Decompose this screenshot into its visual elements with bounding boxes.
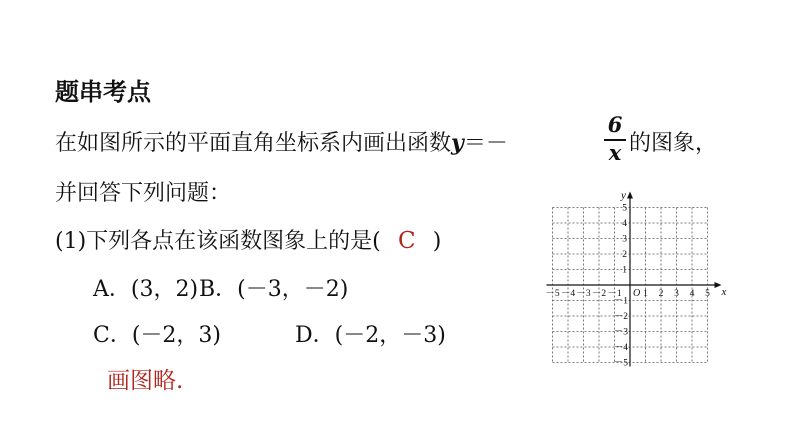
question-1-stem (55, 224, 441, 255)
x-tick-label: －4 (560, 289, 576, 299)
y-tick-label: －5 (613, 358, 628, 369)
x-tick-label: －3 (576, 289, 591, 299)
x-tick-label: 4 (689, 289, 695, 299)
y-tick-label: －2 (613, 312, 628, 322)
x-tick-label: 1 (643, 289, 648, 299)
question-1-suffix: ) (432, 229, 442, 254)
option-a: A．(3，2) (93, 277, 199, 302)
function-y: y (451, 130, 464, 156)
problem-line-2: 并回答下列问题： (55, 181, 232, 206)
origin-label: O (633, 288, 641, 299)
function-equals: ＝－ (463, 131, 508, 156)
y-tick-label: 1 (622, 265, 627, 276)
y-tick-label: 3 (622, 234, 627, 245)
problem-suffix: 的图象， (629, 131, 718, 156)
x-tick-label: 5 (705, 289, 710, 299)
option-b: B．(－3，－2) (199, 277, 349, 302)
x-tick-label: －2 (591, 289, 607, 299)
fraction-denominator: x (608, 140, 622, 165)
y-tick-label: －1 (613, 296, 628, 307)
question-1-prefix: (1)下列各点在该函数图象上的是( (55, 229, 381, 254)
option-d: D．(－2，－3) (295, 323, 446, 348)
x-tick-label: 3 (674, 289, 679, 299)
y-tick-label: 2 (622, 250, 627, 260)
coordinate-grid-svg (545, 180, 738, 370)
section-heading: 题串考点 (55, 77, 151, 106)
problem-line-1 (55, 126, 508, 157)
y-tick-label: 5 (622, 203, 627, 214)
answer-choice: C (397, 228, 416, 254)
y-axis-label: y (621, 189, 626, 202)
x-axis-label: x (721, 286, 727, 298)
coordinate-grid (545, 180, 738, 370)
y-tick-label: －3 (613, 327, 628, 338)
y-tick-label: －4 (613, 343, 628, 353)
x-tick-label: －1 (607, 289, 622, 299)
option-c: C．(－2，3) (93, 323, 221, 348)
x-tick-label: 2 (658, 289, 664, 299)
answer-note: 画图略. (107, 368, 184, 394)
y-axis-arrow (627, 192, 633, 199)
problem-prefix: 在如图所示的平面直角坐标系内画出函数 (55, 131, 452, 156)
y-tick-label: 4 (622, 219, 627, 229)
x-tick-label: －5 (545, 289, 560, 299)
x-axis-arrow (715, 282, 722, 288)
fraction-numerator: 6 (607, 112, 623, 137)
